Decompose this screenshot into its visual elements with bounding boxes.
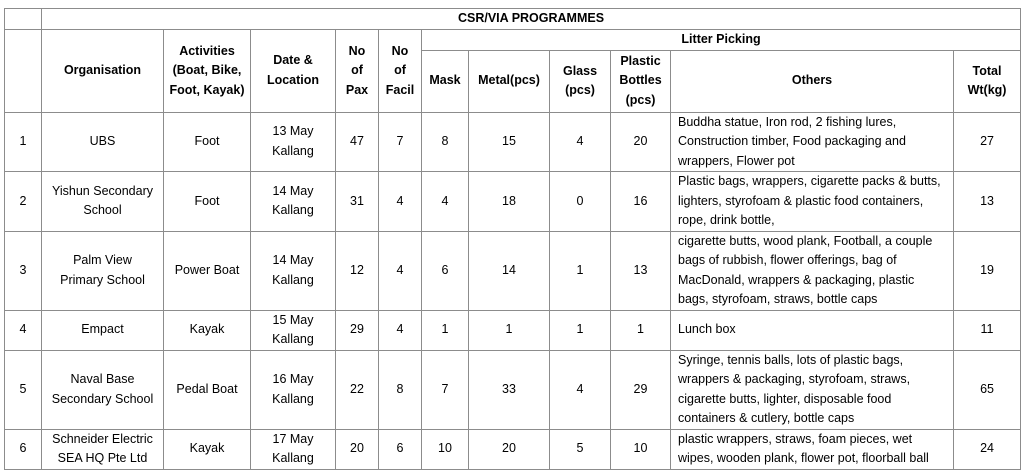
row-number: 3 bbox=[5, 231, 42, 310]
header-plastic: Plastic Bottles (pcs) bbox=[611, 50, 671, 112]
activity-cell: Pedal Boat bbox=[164, 350, 251, 429]
header-pax: No of Pax bbox=[336, 30, 379, 113]
date-location-cell: 13 May Kallang bbox=[251, 112, 336, 172]
row-number: 4 bbox=[5, 310, 42, 350]
facil-cell: 4 bbox=[379, 172, 422, 232]
total-weight-cell: 19 bbox=[954, 231, 1021, 310]
total-weight-cell: 11 bbox=[954, 310, 1021, 350]
table-row bbox=[5, 112, 1021, 172]
table-row bbox=[5, 231, 1021, 310]
table-row bbox=[5, 429, 1021, 469]
total-weight-cell: 24 bbox=[954, 429, 1021, 469]
header-blank bbox=[5, 9, 42, 30]
organisation-cell: Yishun Secondary School bbox=[42, 172, 164, 232]
table-row bbox=[5, 310, 1021, 350]
date-location-cell: 14 May Kallang bbox=[251, 231, 336, 310]
header-others: Others bbox=[671, 50, 954, 112]
organisation-cell: Palm View Primary School bbox=[42, 231, 164, 310]
table-row bbox=[5, 350, 1021, 429]
header-activities: Activities (Boat, Bike, Foot, Kayak) bbox=[164, 30, 251, 113]
mask-cell: 10 bbox=[422, 429, 469, 469]
facil-cell: 4 bbox=[379, 231, 422, 310]
activity-cell: Kayak bbox=[164, 310, 251, 350]
mask-cell: 7 bbox=[422, 350, 469, 429]
plastic-cell: 1 bbox=[611, 310, 671, 350]
others-cell: Buddha statue, Iron rod, 2 fishing lures, Construction timber, Food packaging and wrappers, Flower pot bbox=[671, 112, 954, 172]
others-cell: Lunch box bbox=[671, 310, 954, 350]
others-cell: Syringe, tennis balls, lots of plastic bags, wrappers & packaging, styrofoam, straws, cigarette butts, lighter, disposable food containers & cutlery, bottle caps bbox=[671, 350, 954, 429]
mask-cell: 4 bbox=[422, 172, 469, 232]
pax-cell: 22 bbox=[336, 350, 379, 429]
header-date-location: Date & Location bbox=[251, 30, 336, 113]
activity-cell: Foot bbox=[164, 112, 251, 172]
glass-cell: 4 bbox=[550, 112, 611, 172]
total-weight-cell: 13 bbox=[954, 172, 1021, 232]
total-weight-cell: 27 bbox=[954, 112, 1021, 172]
pax-cell: 29 bbox=[336, 310, 379, 350]
date-location-cell: 16 May Kallang bbox=[251, 350, 336, 429]
organisation-cell: Schneider Electric SEA HQ Pte Ltd bbox=[42, 429, 164, 469]
metal-cell: 1 bbox=[469, 310, 550, 350]
header-facil: No of Facil bbox=[379, 30, 422, 113]
row-number: 2 bbox=[5, 172, 42, 232]
csr-via-table bbox=[4, 8, 1021, 470]
metal-cell: 18 bbox=[469, 172, 550, 232]
metal-cell: 14 bbox=[469, 231, 550, 310]
plastic-cell: 10 bbox=[611, 429, 671, 469]
header-organisation: Organisation bbox=[42, 30, 164, 113]
glass-cell: 4 bbox=[550, 350, 611, 429]
table-row bbox=[5, 172, 1021, 232]
activity-cell: Power Boat bbox=[164, 231, 251, 310]
facil-cell: 7 bbox=[379, 112, 422, 172]
date-location-cell: 14 May Kallang bbox=[251, 172, 336, 232]
header-metal: Metal(pcs) bbox=[469, 50, 550, 112]
pax-cell: 31 bbox=[336, 172, 379, 232]
pax-cell: 12 bbox=[336, 231, 379, 310]
plastic-cell: 13 bbox=[611, 231, 671, 310]
others-cell: cigarette butts, wood plank, Football, a couple bags of rubbish, flower offerings, bag of MacDonald, wrappers & packaging, plastic bags, styrofoam, straws, bottle caps bbox=[671, 231, 954, 310]
table-title: CSR/VIA PROGRAMMES bbox=[42, 9, 1021, 30]
organisation-cell: UBS bbox=[42, 112, 164, 172]
pax-cell: 47 bbox=[336, 112, 379, 172]
total-weight-cell: 65 bbox=[954, 350, 1021, 429]
glass-cell: 0 bbox=[550, 172, 611, 232]
plastic-cell: 29 bbox=[611, 350, 671, 429]
mask-cell: 1 bbox=[422, 310, 469, 350]
glass-cell: 1 bbox=[550, 310, 611, 350]
pax-cell: 20 bbox=[336, 429, 379, 469]
activity-cell: Foot bbox=[164, 172, 251, 232]
glass-cell: 1 bbox=[550, 231, 611, 310]
row-number: 6 bbox=[5, 429, 42, 469]
date-location-cell: 17 May Kallang bbox=[251, 429, 336, 469]
row-number: 5 bbox=[5, 350, 42, 429]
plastic-cell: 16 bbox=[611, 172, 671, 232]
mask-cell: 6 bbox=[422, 231, 469, 310]
header-total: Total Wt(kg) bbox=[954, 50, 1021, 112]
facil-cell: 8 bbox=[379, 350, 422, 429]
row-number: 1 bbox=[5, 112, 42, 172]
metal-cell: 20 bbox=[469, 429, 550, 469]
header-mask: Mask bbox=[422, 50, 469, 112]
header-no bbox=[5, 30, 42, 113]
organisation-cell: Naval Base Secondary School bbox=[42, 350, 164, 429]
plastic-cell: 20 bbox=[611, 112, 671, 172]
activity-cell: Kayak bbox=[164, 429, 251, 469]
mask-cell: 8 bbox=[422, 112, 469, 172]
glass-cell: 5 bbox=[550, 429, 611, 469]
metal-cell: 33 bbox=[469, 350, 550, 429]
others-cell: Plastic bags, wrappers, cigarette packs & butts, lighters, styrofoam & plastic food containers, rope, drink bottle, bbox=[671, 172, 954, 232]
others-cell: plastic wrappers, straws, foam pieces, wet wipes, wooden plank, flower pot, floorball ball bbox=[671, 429, 954, 469]
header-glass: Glass (pcs) bbox=[550, 50, 611, 112]
header-litter-picking: Litter Picking bbox=[422, 30, 1021, 51]
facil-cell: 6 bbox=[379, 429, 422, 469]
metal-cell: 15 bbox=[469, 112, 550, 172]
organisation-cell: Empact bbox=[42, 310, 164, 350]
facil-cell: 4 bbox=[379, 310, 422, 350]
date-location-cell: 15 May Kallang bbox=[251, 310, 336, 350]
